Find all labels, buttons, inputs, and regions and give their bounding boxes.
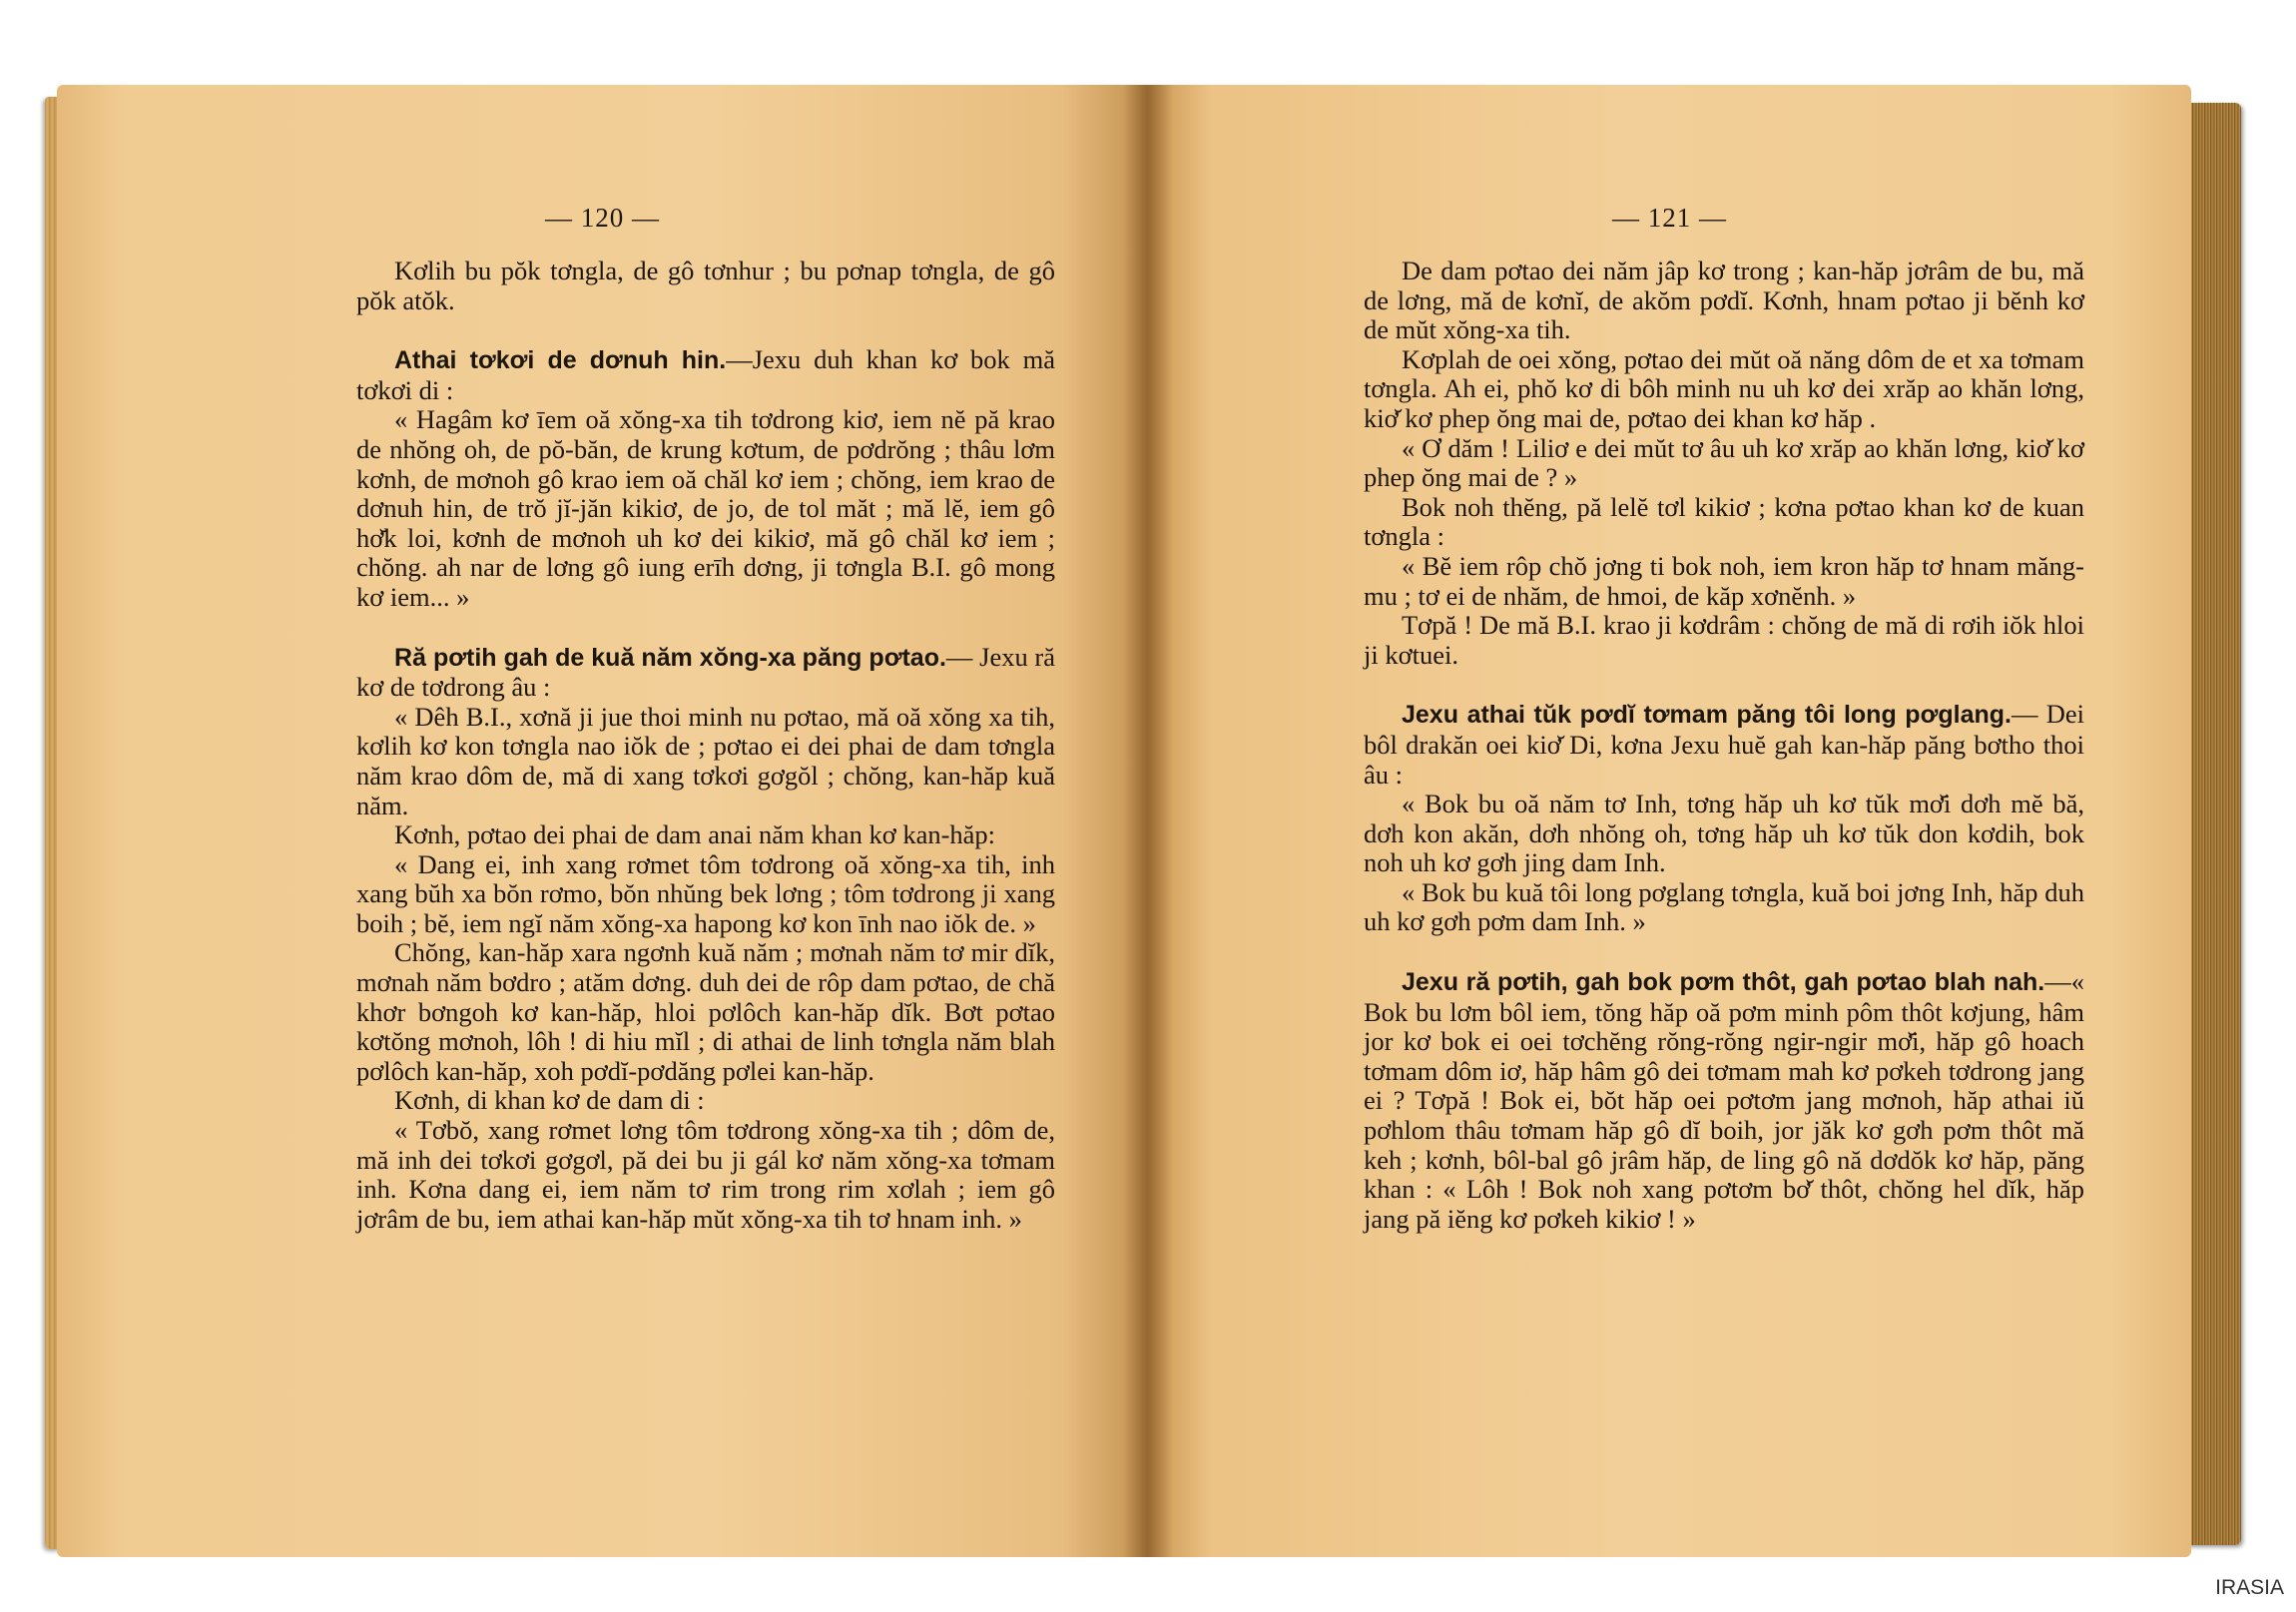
paragraph: Kơnh, di khan kơ de dam di : — [394, 1085, 705, 1116]
paragraph: « Tơbŏ, xang rơmet lơng tôm tơdrong xŏng-xa tih ; dôm de, mă inh dei tơkơi gơgơl, pă dei bu ji gál kơ năm xŏng-xa tơmam inh. Kơna dang ei, iem năm tơ rim trong rim xơlah ; iem gô jơrâm de bu, iem athai kan-hăp mŭt xŏng-xa tih tơ hnam inh. » — [356, 1115, 1055, 1234]
paragraph: « Hagâm kơ īem oă xŏng-xa tih tơdrong kiơ, iem nĕ pă krao de nhŏng oh, de pŏ-băn, de krung kơtum, de pơdrŏng ; thâu lơm kơnh, de mơnoh gô krao iem oă chăl kơ iem ; chŏng, iem krao de dơnuh hin, de trŏ jĭ-jăn kikiơ, de jo, de tol măt ; mă lĕ, iem gô hơ̆k loi, kơnh de mơnoh uh kơ dei kikiơ, mă gô chăl kơ iem ; chŏng. ah nar de lơng gô iung erīh dơng, ji tơngla B.I. gô mong kơ iem... » — [356, 404, 1055, 612]
paragraph: Bok noh thĕng, pă lelĕ tơl kikiơ ; kơna pơtao khan kơ de kuan tơngla : — [1364, 491, 2084, 552]
paragraph: Jexu ră pơtih, gah bok pơm thôt, gah pơtao blah nah.—« Bok bu lơm bôl iem, tŏng hăp oă pơm minh pôm thôt kơjung, hâm jor kơ bok ei oei tơchĕng rŏng-rŏng ngir-ngir mơ̆i, hăp gô hoach tơmam dôm iơ, hăp hâm gô dei tơmam mah kơ pơkeh tơdrong jang ei ? Tơpă ! Bok ei, bŏt hăp oei pơtơm jang mơnoh, hăp athai iŭ pơhlom thâu tơmam hăp gô dĭ boih, jor jăk kơ gơh pơm thôt mă keh ; kơnh, bôl-bal gô jrâm hăp, de ling gô nă dơdŏk kơ hăp, păng khan : « Lôh ! Bok noh xang pơtơm bơ̆ thôt, chŏng hel dĭk, hăp jang pă iĕng kơ pơkeh kikiơ ! » — [1364, 966, 2084, 1234]
right-page-text — [1364, 257, 2084, 1234]
paragraph: « Ơ dăm ! Liliơ e dei mŭt tơ âu uh kơ xrăp ao khăn lơng, kiơ̆ kơ phep ŏng mai de ? » — [1364, 432, 2084, 493]
paragraph: Kơnh, pơtao dei phai de dam anai năm khan kơ kan-hăp: — [394, 819, 996, 850]
section-heading: Ră pơtih gah de kuă năm xŏng-xa păng pơtao. — [394, 643, 946, 672]
paragraph: Athai tơkơi de dơnuh hin.—Jexu duh khan kơ bok mă tơkơi di : — [356, 344, 1055, 405]
paragraph: « Dang ei, inh xang rơmet tôm tơdrong oă xŏng-xa tih, inh xang bŭh xa bŏn rơmo, bŏn nhŭng bek lơng ; tôm tơdrong ji xang boih ; bĕ, iem ngĭ năm xŏng-xa hapong kơ kon īnh nao iŏk de. » — [356, 848, 1055, 938]
book-gutter — [1123, 85, 1173, 1557]
page-number-left: — 120 — — [545, 203, 660, 233]
paragraph: « Bok bu kuă tôi long pơglang tơngla, kuă boi jơng Inh, hăp duh uh kơ gơh pơm dam Inh. » — [1364, 876, 2084, 937]
paragraph: Kơlih bu pŏk tơngla, de gô tơnhur ; bu pơnap tơngla, de gô pŏk atŏk. — [356, 256, 1055, 315]
paragraph: « Dêh B.I., xơnă ji jue thoi minh nu pơtao, mă oă xŏng xa tih, kơlih kơ kon tơngla nao iŏk de ; pơtao ei dei phai de dam tơngla năm krao dôm de, mă di xang tơkơi gơgŏl ; chŏng, kan-hăp kuă năm. — [356, 701, 1055, 820]
left-page — [57, 85, 1148, 1557]
open-book — [45, 85, 2241, 1562]
paragraph: Jexu athai tŭk pơdĭ tơmam păng tôi long pơglang.— Dei bôl drakăn oei kiơ̆ Di, kơna Jexu huĕ gah kan-hăp păng bơtho thoi âu : — [1364, 699, 2085, 790]
paragraph: Kơplah de oei xŏng, pơtao dei mŭt oă năng dôm de et xa tơmam tơngla. Ah ei, phŏ kơ di bôh minh nu uh kơ dei xrăp ao khăn lơng, kiơ̆ kơ phep ŏng mai de, pơtao dei khan kơ hăp . — [1364, 343, 2084, 433]
right-page-stack-edge — [2186, 103, 2241, 1545]
paragraph: Tơpă ! De mă B.I. krao ji kơdrâm : chŏng de mă di rơih iŏk hloi ji kơtuei. — [1364, 610, 2084, 670]
section-heading: Jexu ră pơtih, gah bok pơm thôt, gah pơtao blah nah. — [1402, 968, 2045, 997]
section-heading: Athai tơkơi de dơnuh hin. — [394, 346, 727, 375]
page-number-right: — 121 — — [1612, 203, 1727, 233]
section-heading: Jexu athai tŭk pơdĭ tơmam păng tôi long pơglang. — [1402, 701, 2011, 730]
left-page-text — [356, 257, 1055, 1234]
paragraph: Chŏng, kan-hăp xara ngơnh kuă năm ; mơnah năm tơ mir dĭk, mơnah năm bơdro ; atăm dơng. duh dei de rôp dam pơtao, de chă khơr bơngoh kơ kan-hăp, hloi pơlôch kan-hăp dĭk. Bơt pơtao kơtŏng mơnoh, lôh ! di hiu mĭl ; di athai de linh tơngla năm blah pơlôch kan-hăp, xoh pơdĭ-pơdăng pơlei kan-hăp. — [356, 937, 1055, 1086]
paragraph: De dam pơtao dei năm jâp kơ trong ; kan-hăp jơrâm de bu, mă de lơng, mă de kơnĭ, de akŏm pơdĭ. Kơnh, hnam pơtao ji bĕnh kơ de mŭt xŏng-xa tih. — [1364, 256, 2084, 345]
paragraph: « Bĕ iem rôp chŏ jơng ti bok noh, iem kron hăp tơ hnam măng-mu ; tơ ei de nhăm, de hmoi, de kăp xơnĕnh. » — [1364, 550, 2084, 611]
right-page — [1148, 85, 2191, 1557]
paragraph: « Bok bu oă năm tơ Inh, tơng hăp uh kơ tŭk mơ̆i dơh mĕ bă, dơh kon akăn, dơh nhŏng oh, tơng hăp uh kơ tŭk don kơdih, bok noh uh kơ gơh jing dam Inh. — [1364, 789, 2084, 878]
paragraph: Ră pơtih gah de kuă năm xŏng-xa păng pơtao.— Jexu ră kơ de tơdrong âu : — [356, 641, 1055, 703]
watermark: IRASIA — [2215, 1576, 2284, 1599]
